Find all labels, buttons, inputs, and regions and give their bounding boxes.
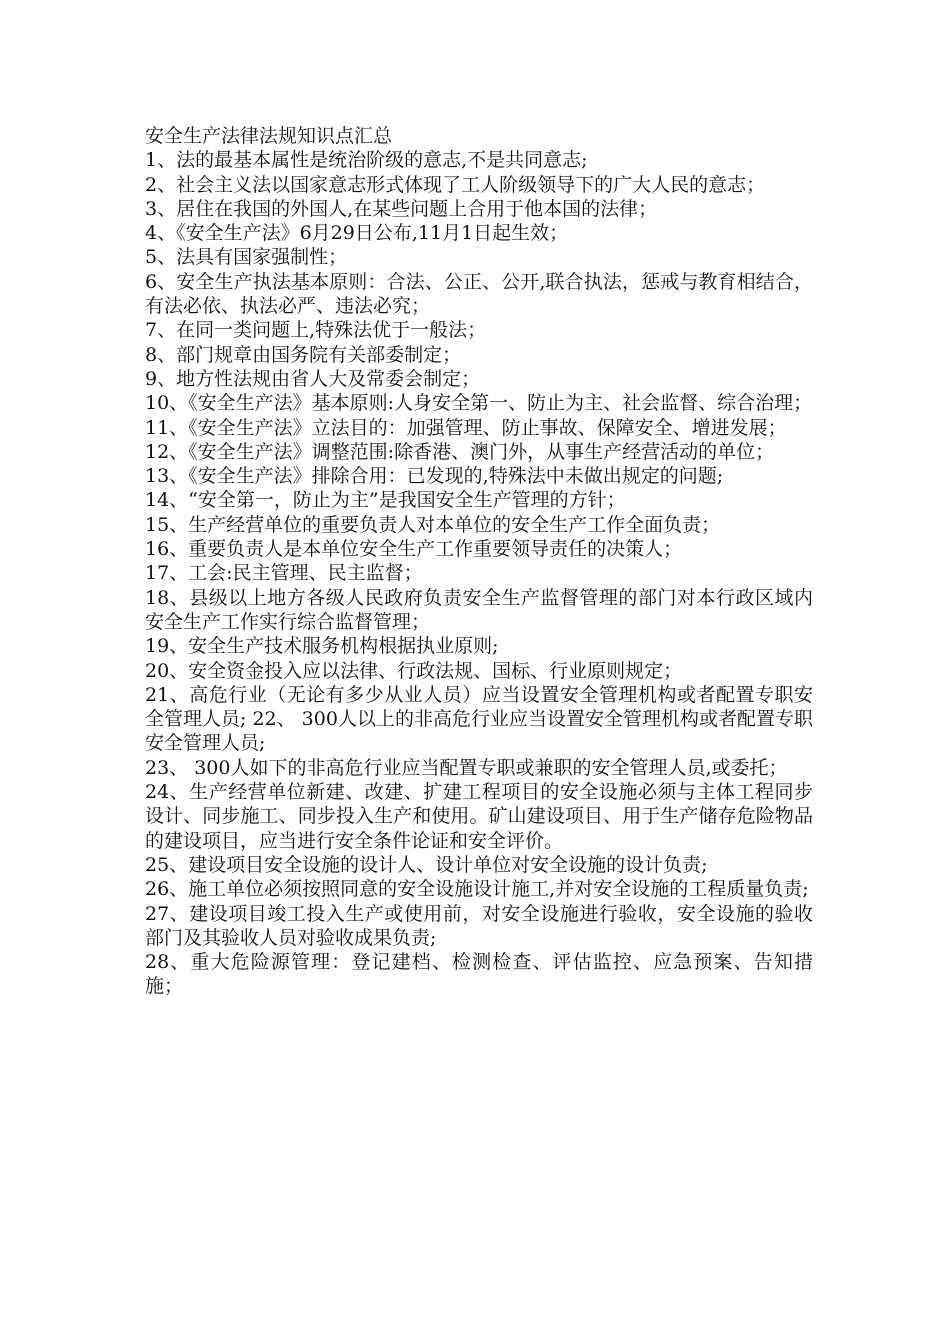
document-title: 安全生产法律法规知识点汇总 [145, 125, 393, 147]
knowledge-point-27: 27、建设项目竣工投入生产或使用前，对安全设施进行验收，安全设施的验收部门及其验收人员对验收成果负责; [145, 902, 813, 949]
knowledge-point-17: 17、工会:民主管理、民主监督； [145, 562, 423, 585]
knowledge-point-19: 19、安全生产技术服务机构根据执业原则; [145, 635, 499, 658]
knowledge-point-28: 28、重大危险源管理：登记建档、检测检查、评估监控、应急预案、告知措施； [145, 951, 813, 998]
knowledge-point-21-22: 21、高危行业（无论有多少从业人员）应当设置安全管理机构或者配置专职安全管理人员; 22、 300人以上的非高危行业应当设置安全管理机构或者配置专职安全管理人员; [145, 683, 813, 755]
knowledge-point-8: 8、部门规章由国务院有关部委制定； [145, 343, 462, 366]
knowledge-point-9: 9、地方性法规由省人大及常委会制定； [145, 367, 481, 390]
knowledge-point-5: 5、法具有国家强制性； [145, 246, 348, 269]
knowledge-point-24: 24、生产经营单位新建、改建、扩建工程项目的安全设施必须与主体工程同步设计、同步施工、同步投入生产和使用。矿山建设项目、用于生产储存危险物品的建设项目，应当进行安全条件论证和安全评价。 [145, 781, 813, 852]
knowledge-point-1: 1、法的最基本属性是统治阶级的意志,不是共同意志; [145, 149, 588, 172]
knowledge-point-11: 11、《安全生产法》立法目的：加强管理、防止事故、保障安全、增进发展； [145, 416, 787, 439]
knowledge-point-4: 4、《安全生产法》6月29日公布,11月1日起生效； [145, 222, 569, 245]
knowledge-point-3: 3、居住在我国的外国人,在某些问题上合用于他本国的法律； [145, 197, 658, 220]
knowledge-point-18: 18、县级以上地方各级人民政府负责安全生产监督管理的部门对本行政区域内安全生产工作实行综合监督管理； [145, 586, 813, 633]
knowledge-point-16: 16、重要负责人是本单位安全生产工作重要领导责任的决策人； [145, 538, 683, 561]
knowledge-point-13: 13、《安全生产法》排除合用：已发现的,特殊法中未做出规定的问题; [145, 465, 724, 488]
knowledge-point-12: 12、《安全生产法》调整范围:除香港、澳门外，从事生产经营活动的单位； [145, 440, 775, 463]
knowledge-point-7: 7、在同一类问题上,特殊法优于一般法； [145, 319, 487, 342]
knowledge-point-23: 23、 300人如下的非高危行业应当配置专职或兼职的安全管理人员,或委托； [145, 756, 788, 779]
knowledge-point-14: 14、“安全第一，防止为主”是我国安全生产管理的方针； [145, 489, 626, 512]
knowledge-point-6: 6、安全生产执法基本原则：合法、公正、公开,联合执法，惩戒与教育相结合，有法必依、执法必严、违法必究； [145, 270, 813, 318]
knowledge-point-list [145, 148, 813, 998]
document-page [145, 124, 813, 999]
knowledge-point-10: 10、《安全生产法》基本原则:人身安全第一、防止为主、社会监督、综合治理； [145, 392, 813, 415]
knowledge-point-15: 15、生产经营单位的重要负责人对本单位的安全生产工作全面负责； [145, 513, 721, 536]
knowledge-point-20: 20、安全资金投入应以法律、行政法规、国标、行业原则规定； [145, 659, 683, 682]
knowledge-point-25: 25、建设项目安全设施的设计人、设计单位对安全设施的设计负责; [145, 853, 708, 876]
knowledge-point-2: 2、社会主义法以国家意志形式体现了工人阶级领导下的广大人民的意志； [145, 173, 766, 196]
knowledge-point-26: 26、施工单位必须按照同意的安全设施设计施工,并对安全设施的工程质量负责; [145, 878, 809, 901]
